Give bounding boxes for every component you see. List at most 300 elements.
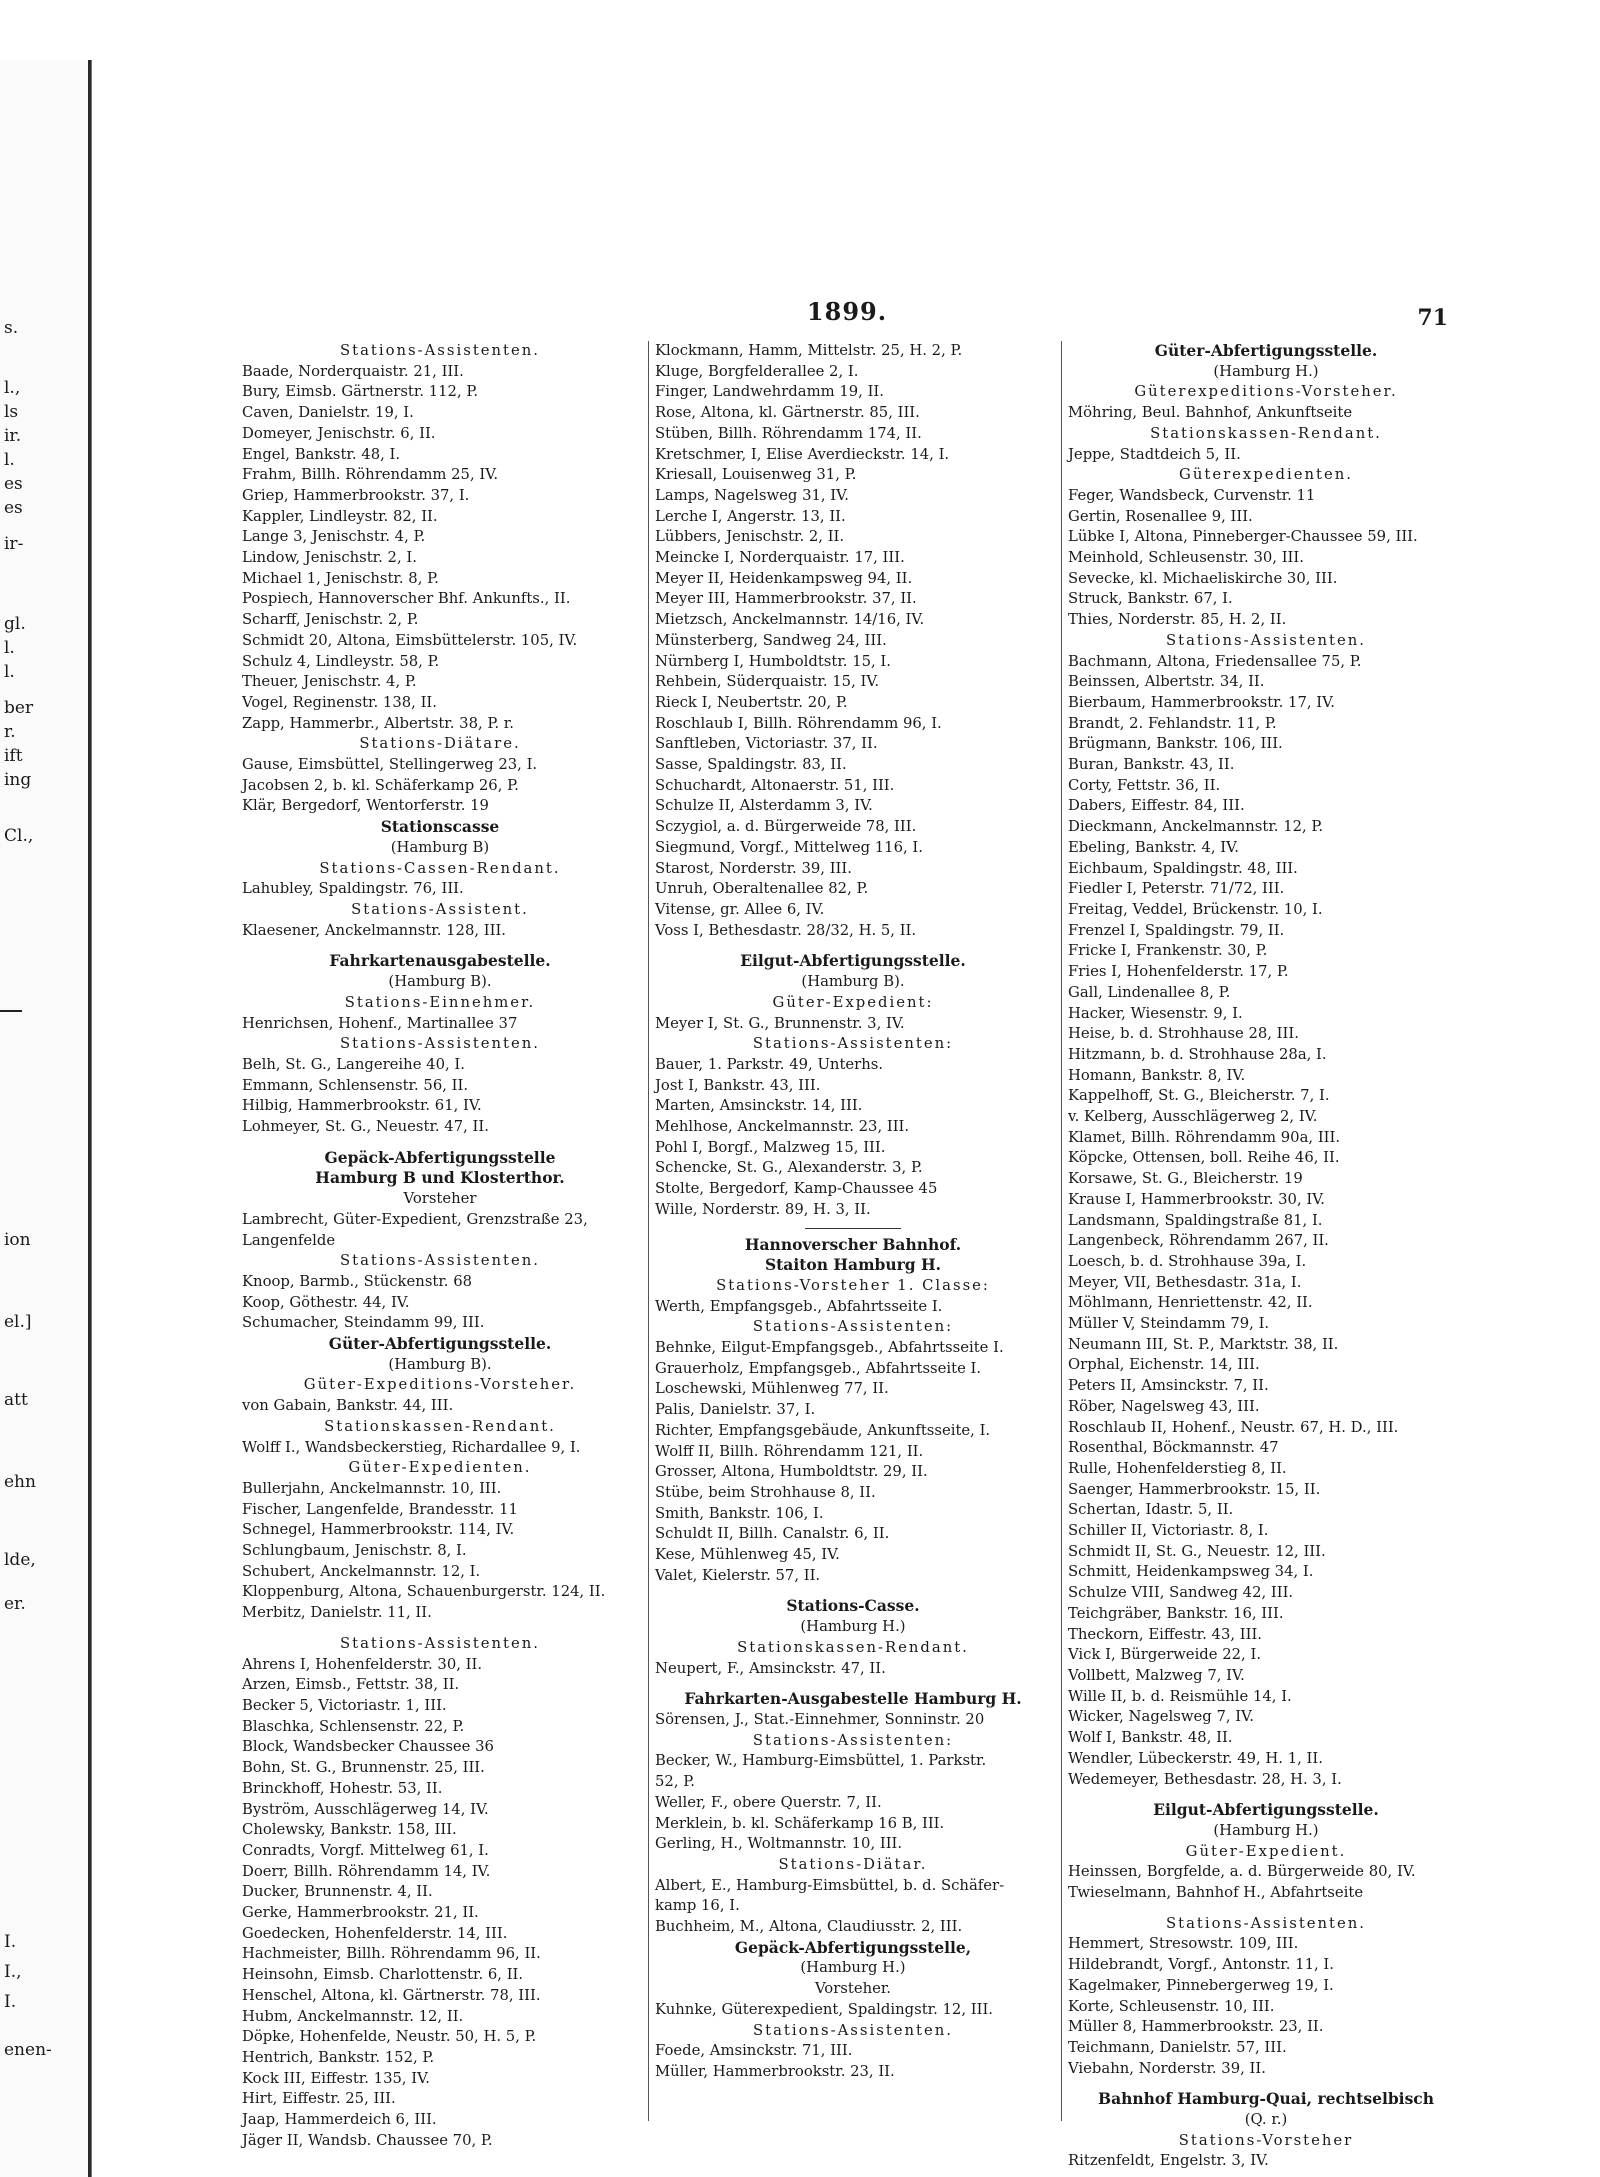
directory-entry: Kappelhoff, St. G., Bleicherstr. 7, I. (1068, 1087, 1330, 1105)
directory-entry: Langenfelde (242, 1231, 336, 1249)
section-gap (242, 1138, 638, 1148)
directory-entry: Doerr, Billh. Röhrendamm 14, IV. (242, 1862, 491, 1880)
directory-entry: Sörensen, J., Stat.-Einnehmer, Sonninstr. 20 (655, 1711, 985, 1728)
directory-entry: Zapp, Hammerbr., Albertstr. 38, P. r. (242, 714, 514, 732)
directory-entry: Grauerholz, Empfangsgeb., Abfahrtsseite I. (655, 1359, 982, 1377)
directory-entry: Gerling, H., Woltmannstr. 10, III. (655, 1835, 903, 1853)
directory-entry: Hirt, Eiffestr. 25, III. (242, 2090, 396, 2108)
directory-entry: Rehbein, Süderquaistr. 15, IV. (655, 673, 880, 691)
section-subtitle: (Hamburg H.) (1213, 362, 1319, 380)
section-title: Gepäck-Abfertigungsstelle, (734, 1937, 972, 1957)
section-title: Stations-Casse. (786, 1596, 920, 1616)
directory-entry: Fricke I, Frankenstr. 30, P. (1068, 942, 1268, 960)
section-gap (1068, 1790, 1464, 1800)
role-heading: Stations-Assistenten. (340, 342, 540, 359)
directory-entry: Rieck I, Neubertstr. 20, P. (655, 693, 848, 711)
directory-entry: Möhlmann, Henriettenstr. 42, II. (1068, 1294, 1313, 1312)
section-gap (1068, 2079, 1464, 2089)
directory-entry: Kloppenburg, Altona, Schauenburgerstr. 124, II. (242, 1583, 606, 1601)
directory-entry: Bohn, St. G., Brunnenstr. 25, III. (242, 1759, 485, 1777)
directory-entry: Ritzenfeldt, Engelstr. 3, IV. (1068, 2152, 1269, 2170)
page-content (242, 297, 1452, 2170)
directory-entry: Möhring, Beul. Bahnhof, Ankunftseite (1068, 404, 1353, 422)
directory-entry: Weller, F., obere Querstr. 7, II. (655, 1793, 882, 1811)
directory-entry: Vitense, gr. Allee 6, IV. (655, 900, 825, 918)
role-heading: Güter-Expedienten. (348, 1459, 532, 1477)
role-heading: Stations-Assistenten. (1166, 631, 1366, 649)
directory-entry: Müller 8, Hammerbrookstr. 23, II. (1068, 2018, 1324, 2036)
directory-entry: Becker, W., Hamburg-Eimsbüttel, 1. Parkstr. (655, 1752, 987, 1770)
directory-entry: Bullerjahn, Anckelmannstr. 10, III. (242, 1479, 502, 1497)
directory-entry: Wille, Norderstr. 89, H. 3, II. (655, 1200, 871, 1218)
column-1 (242, 341, 638, 2149)
role-heading: Güterexpedienten. (1179, 466, 1353, 484)
page-number: 71 (1417, 305, 1448, 331)
role-heading: Stations-Assistenten: (752, 1318, 954, 1336)
directory-entry: Foede, Amsinckstr. 71, III. (655, 2042, 853, 2060)
directory-entry: Jäger II, Wandsb. Chaussee 70, P. (242, 2131, 493, 2149)
role-heading: Stations-Diätar. (778, 1855, 928, 1873)
directory-entry: Teichgräber, Bankstr. 16, III. (1068, 1604, 1284, 1622)
role-heading: Güterexpeditions-Vorsteher. (1134, 383, 1398, 401)
role-heading: Stations-Assistenten. (340, 1252, 540, 1270)
directory-entry: Loschewski, Mühlenweg 77, II. (655, 1380, 889, 1398)
page-year: 1899. (806, 297, 888, 326)
directory-entry: Schuldt II, Billh. Canalstr. 6, II. (655, 1525, 890, 1543)
previous-page-text-fragment: lde, (4, 1550, 36, 1570)
role-heading: Stations-Diätare. (359, 735, 521, 753)
directory-entry: Vogel, Reginenstr. 138, II. (242, 693, 437, 711)
directory-entry: Sevecke, kl. Michaeliskirche 30, III. (1068, 569, 1338, 587)
role-heading: Stations-Vorsteher 1. Classe: (716, 1276, 990, 1294)
directory-entry: Schulze II, Alsterdamm 3, IV. (655, 797, 873, 815)
directory-entry: Roschlaub II, Hohenf., Neustr. 67, H. D., III. (1068, 1418, 1399, 1436)
directory-entry: Meyer, VII, Bethesdastr. 31a, I. (1068, 1273, 1302, 1291)
directory-entry: Viebahn, Norderstr. 39, II. (1068, 2059, 1266, 2077)
directory-entry: Gause, Eimsbüttel, Stellingerweg 23, I. (242, 756, 538, 774)
previous-page-text-fragment: I. (4, 1992, 17, 2012)
directory-entry: Gertin, Rosenallee 9, III. (1068, 507, 1253, 525)
section-title: Fahrkarten-Ausgabestelle Hamburg H. (684, 1689, 1022, 1709)
role-heading: Stationskassen-Rendant. (1150, 424, 1382, 442)
directory-entry: Kuhnke, Güterexpedient, Spaldingstr. 12, III. (655, 2000, 993, 2018)
directory-entry: Hentrich, Bankstr. 152, P. (242, 2048, 435, 2066)
directory-entry: Meyer I, St. G., Brunnenstr. 3, IV. (655, 1014, 905, 1032)
directory-entry: Twieselmann, Bahnhof H., Abfahrtseite (1068, 1884, 1364, 1902)
section-title: Staiton Hamburg H. (764, 1255, 942, 1275)
previous-page-text-fragment: es (4, 498, 23, 518)
directory-entry: Eichbaum, Spaldingstr. 48, III. (1068, 859, 1298, 877)
directory-entry: Teichmann, Danielstr. 57, III. (1068, 2038, 1287, 2056)
section-subtitle: Vorsteher (403, 1190, 477, 1208)
directory-entry: Meyer III, Hammerbrookstr. 37, II. (655, 590, 917, 608)
role-heading: Stations-Assistenten. (340, 1035, 540, 1053)
directory-entry: Richter, Empfangsgebäude, Ankunftsseite, I. (655, 1421, 991, 1439)
directory-entry: Stüben, Billh. Röhrendamm 174, II. (655, 424, 922, 442)
previous-page-text-fragment: l. (4, 638, 15, 658)
directory-entry: Hacker, Wiesenstr. 9, I. (1068, 1004, 1243, 1022)
directory-entry: Langenbeck, Röhrendamm 267, II. (1068, 1232, 1329, 1250)
role-heading: Güter-Expedient. (1185, 1842, 1347, 1860)
directory-entry: Palis, Danielstr. 37, I. (655, 1401, 816, 1419)
directory-entry: Unruh, Oberaltenallee 82, P. (655, 880, 869, 898)
directory-entry: Wolff I., Wandsbeckerstieg, Richardallee 9, I. (242, 1438, 581, 1456)
directory-entry: Jeppe, Stadtdeich 5, II. (1068, 445, 1241, 463)
directory-entry: Schuchardt, Altonaerstr. 51, III. (655, 776, 895, 794)
directory-entry: Mietzsch, Anckelmannstr. 14/16, IV. (655, 611, 925, 629)
directory-entry: kamp 16, I. (655, 1897, 740, 1915)
directory-entry: Meyer II, Heidenkampsweg 94, II. (655, 569, 913, 587)
directory-entry: Caven, Danielstr. 19, I. (242, 404, 414, 422)
directory-entry: Hildebrandt, Vorgf., Antonstr. 11, I. (1068, 1956, 1334, 1974)
role-heading: Stations-Einnehmer. (344, 993, 536, 1011)
directory-entry: Rosenthal, Böckmannstr. 47 (1068, 1439, 1279, 1457)
directory-entry: Frenzel I, Spaldingstr. 79, II. (1068, 921, 1285, 939)
directory-entry: Neupert, F., Amsinckstr. 47, II. (655, 1659, 886, 1677)
directory-entry: Lohmeyer, St. G., Neuestr. 47, II. (242, 1118, 489, 1136)
directory-entry: Ebeling, Bankstr. 4, IV. (1068, 838, 1239, 856)
role-heading: Stations-Assistenten: (752, 1731, 954, 1749)
directory-entry: Lindow, Jenischstr. 2, I. (242, 549, 417, 567)
directory-entry: Brandt, 2. Fehlandstr. 11, P. (1068, 714, 1277, 732)
directory-entry: Schmidt 20, Altona, Eimsbüttelerstr. 105, IV. (242, 631, 578, 649)
directory-entry: Schertan, Idastr. 5, II. (1068, 1501, 1234, 1519)
directory-entry: Block, Wandsbecker Chaussee 36 (242, 1738, 494, 1756)
previous-page-text-fragment: ber (4, 698, 34, 718)
directory-entry: Ahrens I, Hohenfelderstr. 30, II. (242, 1655, 483, 1673)
directory-entry: Voss I, Bethesdastr. 28/32, H. 5, II. (655, 921, 917, 939)
directory-entry: Klockmann, Hamm, Mittelstr. 25, H. 2, P. (655, 342, 963, 359)
directory-entry: Lübbers, Jenischstr. 2, II. (655, 528, 845, 546)
previous-page-edge (0, 60, 91, 2177)
previous-page-text-fragment: gl. (4, 614, 26, 634)
role-heading: Stationskassen-Rendant. (324, 1417, 556, 1435)
directory-entry: Finger, Landwehrdamm 19, II. (655, 383, 884, 401)
previous-page-text-fragment: er. (4, 1594, 26, 1614)
directory-entry: Orphal, Eichenstr. 14, III. (1068, 1356, 1260, 1374)
directory-entry: Bierbaum, Hammerbrookstr. 17, IV. (1068, 693, 1335, 711)
directory-entry: Schulz 4, Lindleystr. 58, P. (242, 652, 440, 670)
section-subtitle: (Hamburg H.) (1213, 1821, 1319, 1839)
column-3 (1068, 341, 1464, 2170)
directory-entry: Stübe, beim Strohhause 8, II. (655, 1483, 876, 1501)
directory-entry: Gerke, Hammerbrookstr. 21, II. (242, 1904, 479, 1922)
directory-entry: Wendler, Lübeckerstr. 49, H. 1, II. (1068, 1749, 1323, 1767)
directory-entry: Knoop, Barmb., Stückenstr. 68 (242, 1272, 473, 1290)
directory-entry: Schencke, St. G., Alexanderstr. 3, P. (655, 1159, 923, 1177)
directory-entry: Ducker, Brunnenstr. 4, II. (242, 1883, 433, 1901)
directory-entry: Arzen, Eimsb., Fettstr. 38, II. (242, 1676, 460, 1694)
directory-entry: Sasse, Spaldingstr. 83, II. (655, 756, 847, 774)
section-title: Eilgut-Abfertigungsstelle. (1153, 1800, 1379, 1820)
directory-entry: Döpke, Hohenfelde, Neustr. 50, H. 5, P. (242, 2028, 537, 2046)
column-divider (648, 341, 649, 2121)
directory-entry: Heinsohn, Eimsb. Charlottenstr. 6, II. (242, 1966, 524, 1984)
section-subtitle: (Hamburg B). (801, 973, 905, 991)
directory-entry: Jaap, Hammerdeich 6, III. (242, 2111, 437, 2129)
previous-page-text-fragment: l. (4, 662, 15, 682)
directory-entry: Landsmann, Spaldingstraße 81, I. (1068, 1211, 1323, 1229)
role-heading: Güter-Expedient: (772, 993, 934, 1011)
directory-entry: Lambrecht, Güter-Expedient, Grenzstraße 23, (242, 1210, 588, 1228)
role-heading: Stations-Assistenten. (340, 1634, 540, 1652)
previous-page-text-fragment: ion (4, 1230, 31, 1250)
directory-entry: Jacobsen 2, b. kl. Schäferkamp 26, P. (242, 776, 519, 794)
directory-entry: Smith, Bankstr. 106, I. (655, 1504, 824, 1522)
previous-page-text-fragment: el.] (4, 1312, 32, 1332)
directory-entry: Wolf I, Bankstr. 48, II. (1068, 1729, 1233, 1747)
previous-page-text-fragment: ing (4, 770, 32, 790)
previous-page-text-fragment: l., (4, 378, 21, 398)
directory-entry: Hachmeister, Billh. Röhrendamm 96, II. (242, 1945, 541, 1963)
directory-entry: Corty, Fettstr. 36, II. (1068, 776, 1221, 794)
directory-entry: Hemmert, Stresowstr. 109, III. (1068, 1935, 1299, 1953)
section-title: Stationscasse (380, 817, 500, 837)
directory-entry: Griep, Hammerbrookstr. 37, I. (242, 486, 470, 504)
directory-entry: Struck, Bankstr. 67, I. (1068, 590, 1233, 608)
directory-entry: Behnke, Eilgut-Empfangsgeb., Abfahrtsseite I. (655, 1339, 1004, 1357)
directory-entry: Münsterberg, Sandweg 24, III. (655, 631, 887, 649)
directory-entry: von Gabain, Bankstr. 44, III. (242, 1397, 454, 1415)
section-gap (655, 1679, 1051, 1689)
directory-entry: Frahm, Billh. Röhrendamm 25, IV. (242, 466, 499, 484)
column-2 (655, 341, 1051, 2121)
directory-entry: v. Kelberg, Ausschlägerweg 2, IV. (1068, 1108, 1318, 1126)
directory-entry: Merklein, b. kl. Schäferkamp 16 B, III. (655, 1814, 945, 1832)
directory-entry: Wille II, b. d. Reismühle 14, I. (1068, 1687, 1292, 1705)
directory-entry: Bachmann, Altona, Friedensallee 75, P. (1068, 652, 1362, 670)
directory-entry: Hilbig, Hammerbrookstr. 61, IV. (242, 1097, 482, 1115)
directory-entry: Schlungbaum, Jenischstr. 8, I. (242, 1542, 467, 1560)
directory-entry: Pohl I, Borgf., Malzweg 15, III. (655, 1138, 886, 1156)
directory-entry: Vollbett, Malzweg 7, IV. (1068, 1667, 1245, 1684)
section-title: Fahrkartenausgabestelle. (329, 951, 551, 971)
directory-entry: Kriesall, Louisenweg 31, P. (655, 466, 857, 484)
directory-entry: Heise, b. d. Strohhause 28, III. (1068, 1025, 1299, 1043)
directory-entry: Saenger, Hammerbrookstr. 15, II. (1068, 1480, 1321, 1498)
role-heading: Stations-Vorsteher (1178, 2131, 1354, 2149)
section-subtitle: (Hamburg B). (388, 973, 492, 991)
previous-page-text-fragment: ehn (4, 1472, 36, 1492)
directory-entry: Schnegel, Hammerbrookstr. 114, IV. (242, 1521, 515, 1539)
directory-entry: Wolff II, Billh. Röhrendamm 121, II. (655, 1442, 924, 1460)
directory-entry: Gall, Lindenallee 8, P. (1068, 983, 1231, 1001)
directory-entry: Bauer, 1. Parkstr. 49, Unterhs. (655, 1055, 884, 1073)
directory-entry: Hubm, Anckelmannstr. 12, II. (242, 2007, 464, 2025)
directory-entry: Fries I, Hohenfelderstr. 17, P. (1068, 963, 1289, 981)
previous-page-text-fragment: Cl., (4, 826, 34, 846)
previous-page-text-fragment: ls (4, 402, 19, 422)
directory-entry: Cholewsky, Bankstr. 158, III. (242, 1821, 457, 1839)
section-gap (1068, 1904, 1464, 1914)
directory-entry: Starost, Norderstr. 39, III. (655, 859, 852, 877)
directory-entry: Emmann, Schlensenstr. 56, II. (242, 1076, 469, 1094)
directory-entry: Siegmund, Vorgf., Mittelweg 116, I. (655, 838, 923, 856)
role-heading: Güter-Expeditions-Vorsteher. (303, 1376, 577, 1394)
directory-entry: Buchheim, M., Altona, Claudiusstr. 2, III. (655, 1918, 963, 1936)
directory-entry: Rose, Altona, kl. Gärtnerstr. 85, III. (655, 404, 920, 422)
role-heading: Stations-Assistenten: (752, 1035, 954, 1053)
directory-entry: Koop, Göthestr. 44, IV. (242, 1293, 410, 1311)
section-separator (655, 1221, 1051, 1235)
directory-entry: Korte, Schleusenstr. 10, III. (1068, 1997, 1275, 2015)
section-title: Bahnhof Hamburg-Quai, rechtselbisch (1097, 2089, 1434, 2109)
section-subtitle: (Hamburg B). (388, 1355, 492, 1373)
directory-entry: Feger, Wandsbeck, Curvenstr. 11 (1068, 486, 1316, 504)
directory-entry: Müller, Hammerbrookstr. 23, II. (655, 2062, 895, 2080)
previous-page-text-fragment: ift (4, 746, 23, 766)
directory-entry: Dieckmann, Anckelmannstr. 12, P. (1068, 818, 1324, 836)
section-subtitle: (Hamburg H.) (800, 1618, 906, 1636)
directory-entry: Köpcke, Ottensen, boll. Reihe 46, II. (1068, 1149, 1340, 1167)
directory-entry: Blaschka, Schlensenstr. 22, P. (242, 1717, 465, 1735)
directory-entry: Goedecken, Hohenfelderstr. 14, III. (242, 1924, 508, 1942)
section-title: Güter-Abfertigungsstelle. (328, 1334, 552, 1354)
directory-entry: Belh, St. G., Langereihe 40, I. (242, 1055, 465, 1073)
directory-entry: Bury, Eimsb. Gärtnerstr. 112, P. (242, 383, 479, 401)
directory-entry: Röber, Nagelsweg 43, III. (1068, 1397, 1260, 1415)
previous-page-text-fragment: ir- (4, 534, 24, 554)
directory-entry: Grosser, Altona, Humboldtstr. 29, II. (655, 1463, 928, 1481)
directory-entry: Schmidt II, St. G., Neuestr. 12, III. (1068, 1542, 1326, 1560)
directory-entry: Kluge, Borgfelderallee 2, I. (655, 362, 859, 380)
directory-entry: Lange 3, Jenischstr. 4, P. (242, 528, 426, 546)
section-title: Güter-Abfertigungsstelle. (1154, 341, 1378, 360)
directory-entry: Mehlhose, Anckelmannstr. 23, III. (655, 1118, 910, 1136)
directory-entry: Schmitt, Heidenkampsweg 34, I. (1068, 1563, 1314, 1581)
role-heading: Stations-Assistent. (351, 900, 529, 918)
directory-entry: Albert, E., Hamburg-Eimsbüttel, b. d. Schäfer- (655, 1876, 1005, 1894)
directory-entry: Schiller II, Victoriastr. 8, I. (1068, 1522, 1269, 1540)
directory-entry: Homann, Bankstr. 8, IV. (1068, 1066, 1246, 1084)
previous-page-rule (0, 1010, 22, 1012)
previous-page-text-fragment: es (4, 474, 23, 494)
directory-entry: Kock III, Eiffestr. 135, IV. (242, 2069, 430, 2087)
role-heading: Stationskassen-Rendant. (737, 1638, 969, 1656)
directory-page (92, 60, 1600, 2177)
section-subtitle: (Hamburg H.) (800, 1959, 906, 1977)
directory-entry: Thies, Norderstr. 85, H. 2, II. (1068, 611, 1287, 629)
directory-entry: Lahubley, Spaldingstr. 76, III. (242, 880, 464, 898)
directory-entry: Scharff, Jenischstr. 2, P. (242, 611, 419, 629)
directory-entry: Lübke I, Altona, Pinneberger-Chaussee 59, III. (1068, 528, 1418, 546)
directory-entry: Freitag, Veddel, Brückenstr. 10, I. (1068, 900, 1323, 918)
directory-entry: Jost I, Bankstr. 43, III. (655, 1076, 821, 1094)
directory-entry: Valet, Kielerstr. 57, II. (655, 1566, 821, 1584)
previous-page-text-fragment: att (4, 1390, 28, 1410)
directory-entry: Meincke I, Norderquaistr. 17, III. (655, 549, 905, 567)
directory-entry: Fiedler I, Peterstr. 71/72, III. (1068, 880, 1285, 898)
directory-entry: Engel, Bankstr. 48, I. (242, 445, 401, 463)
directory-entry: Fischer, Langenfelde, Brandesstr. 11 (242, 1500, 518, 1518)
section-gap (655, 941, 1051, 951)
directory-entry: Sanftleben, Victoriastr. 37, II. (655, 735, 878, 753)
previous-page-text-fragment: ir. (4, 426, 22, 446)
directory-entry: Kagelmaker, Pinnebergerweg 19, I. (1068, 1976, 1334, 1994)
directory-entry: Theckorn, Eiffestr. 43, III. (1068, 1625, 1262, 1643)
previous-page-text-fragment: s. (4, 318, 19, 338)
directory-entry: Schubert, Anckelmannstr. 12, I. (242, 1562, 481, 1580)
directory-entry: Müller V, Steindamm 79, I. (1068, 1315, 1270, 1333)
directory-entry: Werth, Empfangsgeb., Abfahrtsseite I. (655, 1297, 943, 1315)
directory-entry: Loesch, b. d. Strohhause 39a, I. (1068, 1252, 1307, 1270)
directory-entry: 52, P. (655, 1773, 695, 1791)
directory-entry: Schulze VIII, Sandweg 42, III. (1068, 1584, 1294, 1602)
directory-entry: Korsawe, St. G., Bleicherstr. 19 (1068, 1170, 1303, 1188)
directory-entry: Kappler, Lindleystr. 82, II. (242, 507, 438, 525)
role-heading: Stations-Assistenten. (1166, 1914, 1366, 1932)
directory-entry: Marten, Amsinckstr. 14, III. (655, 1097, 863, 1115)
directory-entry: Stolte, Bergedorf, Kamp-Chaussee 45 (655, 1180, 938, 1198)
directory-entry: Dabers, Eiffestr. 84, III. (1068, 797, 1245, 815)
directory-entry: Wicker, Nagelsweg 7, IV. (1068, 1708, 1254, 1726)
directory-entry: Roschlaub I, Billh. Röhrendamm 96, I. (655, 714, 942, 732)
section-subtitle: (Q. r.) (1244, 2111, 1288, 2129)
directory-entry: Buran, Bankstr. 43, II. (1068, 756, 1235, 774)
directory-entry: Michael 1, Jenischstr. 8, P. (242, 569, 439, 587)
directory-entry: Vick I, Bürgerweide 22, I. (1068, 1646, 1262, 1664)
directory-entry: Rulle, Hohenfelderstieg 8, II. (1068, 1459, 1287, 1477)
column-divider (1061, 341, 1062, 2121)
directory-entry: Wedemeyer, Bethesdastr. 28, H. 3, I. (1068, 1770, 1342, 1788)
directory-entry: Klär, Bergedorf, Wentorferstr. 19 (242, 797, 489, 815)
section-gap (242, 1624, 638, 1634)
previous-page-text-fragment: l. (4, 450, 15, 470)
directory-entry: Kretschmer, I, Elise Averdieckstr. 14, I. (655, 445, 950, 463)
previous-page-text-fragment: I. (4, 1932, 17, 1952)
directory-entry: Klaesener, Anckelmannstr. 128, III. (242, 921, 507, 939)
directory-entry: Neumann III, St. P., Marktstr. 38, II. (1068, 1335, 1339, 1353)
directory-entry: Hitzmann, b. d. Strohhause 28a, I. (1068, 1045, 1327, 1063)
section-gap (655, 1586, 1051, 1596)
previous-page-text-fragment: r. (4, 722, 16, 742)
directory-entry: Nürnberg I, Humboldtstr. 15, I. (655, 652, 891, 670)
directory-entry: Peters II, Amsinckstr. 7, II. (1068, 1377, 1269, 1395)
directory-entry: Becker 5, Victoriastr. 1, III. (242, 1697, 447, 1714)
section-title: Gepäck-Abfertigungsstelle (324, 1147, 556, 1167)
directory-entry: Byström, Ausschlägerweg 14, IV. (242, 1800, 489, 1818)
section-gap (242, 941, 638, 951)
section-subtitle: (Hamburg B) (390, 838, 490, 856)
role-heading: Stations-Assistenten. (753, 2021, 953, 2039)
section-subtitle: Vorsteher. (814, 1980, 892, 1998)
directory-entry: Beinssen, Albertstr. 34, II. (1068, 673, 1265, 691)
directory-entry: Schumacher, Steindamm 99, III. (242, 1314, 485, 1332)
directory-entry: Henschel, Altona, kl. Gärtnerstr. 78, III. (242, 1986, 541, 2004)
section-title: Eilgut-Abfertigungsstelle. (740, 951, 966, 971)
directory-entry: Baade, Norderquaistr. 21, III. (242, 362, 464, 380)
directory-entry: Theuer, Jenischstr. 4, P. (242, 673, 417, 691)
directory-entry: Meinhold, Schleusenstr. 30, III. (1068, 549, 1304, 567)
directory-entry: Merbitz, Danielstr. 11, II. (242, 1604, 432, 1622)
directory-entry: Lamps, Nagelsweg 31, IV. (655, 486, 849, 504)
directory-entry: Henrichsen, Hohenf., Martinallee 37 (242, 1014, 518, 1032)
role-heading: Stations-Cassen-Rendant. (319, 859, 561, 877)
directory-entry: Brügmann, Bankstr. 106, III. (1068, 735, 1283, 753)
directory-entry: Klamet, Billh. Röhrendamm 90a, III. (1068, 1128, 1341, 1146)
directory-entry: Domeyer, Jenischstr. 6, II. (242, 424, 436, 442)
section-title: Hannoverscher Bahnhof. (744, 1234, 962, 1254)
section-title: Hamburg B und Klosterthor. (315, 1168, 565, 1188)
previous-page-text-fragment: I., (4, 1962, 22, 1982)
directory-entry: Heinssen, Borgfelde, a. d. Bürgerweide 80, IV. (1068, 1863, 1416, 1881)
directory-entry: Krause I, Hammerbrookstr. 30, IV. (1068, 1190, 1326, 1208)
previous-page-text-fragment: enen- (4, 2040, 52, 2060)
directory-entry: Lerche I, Angerstr. 13, II. (655, 507, 846, 525)
directory-entry: Brinckhoff, Hohestr. 53, II. (242, 1779, 443, 1797)
directory-entry: Kese, Mühlenweg 45, IV. (655, 1546, 840, 1564)
directory-entry: Conradts, Vorgf. Mittelweg 61, I. (242, 1841, 489, 1859)
